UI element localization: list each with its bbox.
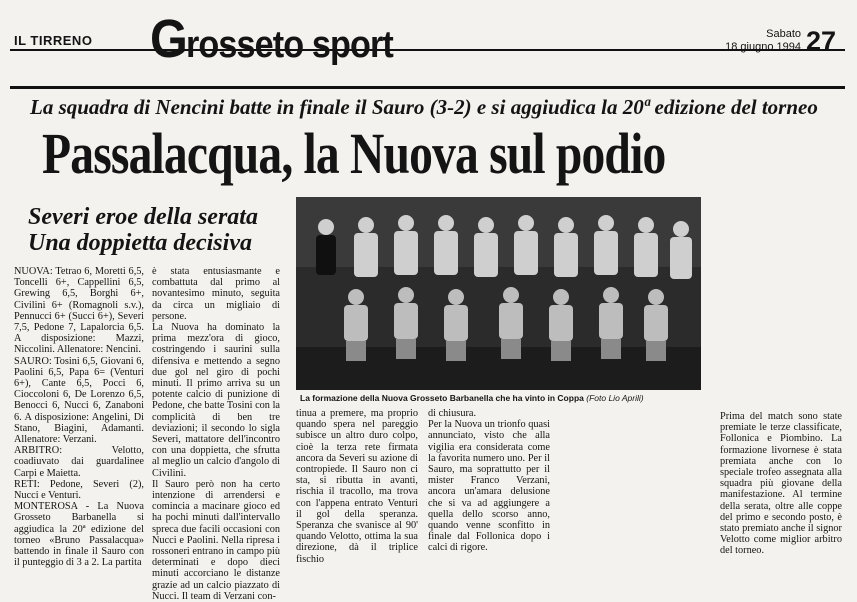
headline: Passalacqua, la Nuova sul podio xyxy=(42,121,666,186)
section-title xyxy=(150,9,393,69)
paragraph: di chiusura. xyxy=(428,408,477,419)
team-photo-image xyxy=(296,197,701,390)
paragraph: Per la Nuova un trionfo quasi annunciato, visto che alla vigilia era considerata come la favorita numero uno. Per il Sauro, ma soprattutto per il mister Franco Verzani, ancora un'amara delusione che si va ad aggiungere a quella dello scorso anno, quando venne sconfitto in finale dal Follonica dopo i calci di rigore. xyxy=(428,419,550,554)
paragraph: ARBITRO: Velotto, coadiuvato dai guardalinee Carpi e Maietta. xyxy=(14,445,144,479)
section-initial: G xyxy=(150,9,187,69)
article-column-5 xyxy=(720,411,842,557)
paragraph: è stata entusiasmante e combattuta dal primo al novantesimo minuto, seguita da circa un migliaio di persone. xyxy=(152,266,280,322)
photo-caption xyxy=(300,393,644,403)
header-rule xyxy=(10,86,845,89)
article-column-4 xyxy=(428,408,550,554)
section-title-rest: rosseto sport xyxy=(186,24,393,66)
kicker: La squadra di Nencini batte in finale il Sauro (3-2) e si aggiudica la 20ª edizione del torneo xyxy=(30,95,818,119)
photo-credit: (Foto Lio Aprili) xyxy=(586,393,644,403)
team-photo xyxy=(296,197,701,390)
paragraph: SAURO: Tosini 6,5, Giovani 6, Paolini 6,5, Papa 6= (Venturi 6+), Cante 6,5, Pocci 6, Cioccoloni 6, De Lorenzo 6,5, Benocci 6, Nucci 6, Zanaboni 6. A disposizione: Angelini, Di Stano, Biagini, Adamanti. Allenatore: Verzani. xyxy=(14,355,144,446)
page-number: 27 xyxy=(806,26,837,56)
paragraph: tinua a premere, ma proprio quando spera nel pareggio subisce un altro duro colpo, cioè la terza rete firmata ancora da Severi su azione di contropiede. Il Sauro non ci sta, si ributta in avanti, rischia il tracollo, ma trova con l'appena entrato Venturi il gol della speranza. Speranza che svanisce al 90' quando Velotto, ottima la sua direzione, dà il triplice fischio xyxy=(296,408,418,565)
dateline-date: 18 giugno 1994 xyxy=(725,41,801,53)
paragraph: MONTEROSA - La Nuova Grosseto Barbanella si aggiudica la 20ª edizione del torneo «Bruno Passalacqua» battendo in finale il Sauro con il punteggio di 3 a 2. La partita xyxy=(14,501,144,569)
article-column-1 xyxy=(14,266,144,568)
subhead-1: Severi eroe della serata xyxy=(28,204,258,230)
article-column-3 xyxy=(296,408,418,565)
dateline-day: Sabato xyxy=(766,28,801,40)
masthead: IL TIRRENO xyxy=(14,33,93,48)
subhead-2: Una doppietta decisiva xyxy=(28,230,252,256)
caption-text: La formazione della Nuova Grosseto Barbanella che ha vinto in Coppa xyxy=(300,393,584,403)
article-column-2 xyxy=(152,266,280,602)
paragraph: Prima del match sono state premiate le terze classificate, Follonica e Piombino. La formazione livornese è stata premiata anche con lo speciale trofeo assegnata alla squadra più giovane della manifestazione. Al termine della serata, oltre alle coppe del primo e secondo posto, è stato premiato anche il signor Velotto come miglior arbitro del torneo. xyxy=(720,411,842,557)
paragraph: Il Sauro però non ha certo intenzione di arrendersi e comincia a macinare gioco ed ha pochi minuti dall'intervallo spreca due facili occasioni con Nucci e Paolini. Nella ripresa i rossoneri entrano in campo più determinati e dopo dieci minuti accorciano le distanze grazie ad un calcio piazzato di Nucci. Il team di Verzani con- xyxy=(152,478,280,602)
paragraph: NUOVA: Tetrao 6, Moretti 6,5, Toncelli 6+, Cappellini 6,5, Grewing 6,5, Borghi 6+, Civilini 6+ (Romagnoli s.v.), Pennucci 6+ (Succi 6+), Severi 7,5, Pedone 7, Lapalorcia 6,5. A disposizione: Mazzi, Niccolini. Allenatore: Nencini. xyxy=(14,266,144,356)
paragraph: La Nuova ha dominato la prima mezz'ora di gioco, costringendo i saurini sulla difensiva e mettendo a segno due gol nel giro di pochi minuti. Il primo arriva su un potente calcio di punizione di Pedone, che batte Tosini con la complicità di ben tre deviazioni; il secondo lo sigla Severi, mattatore dell'incontro con una doppietta, che sfrutta al meglio un calcio d'angolo di Civilini. xyxy=(152,322,280,479)
paragraph: RETI: Pedone, Severi (2), Nucci e Venturi. xyxy=(14,478,144,502)
